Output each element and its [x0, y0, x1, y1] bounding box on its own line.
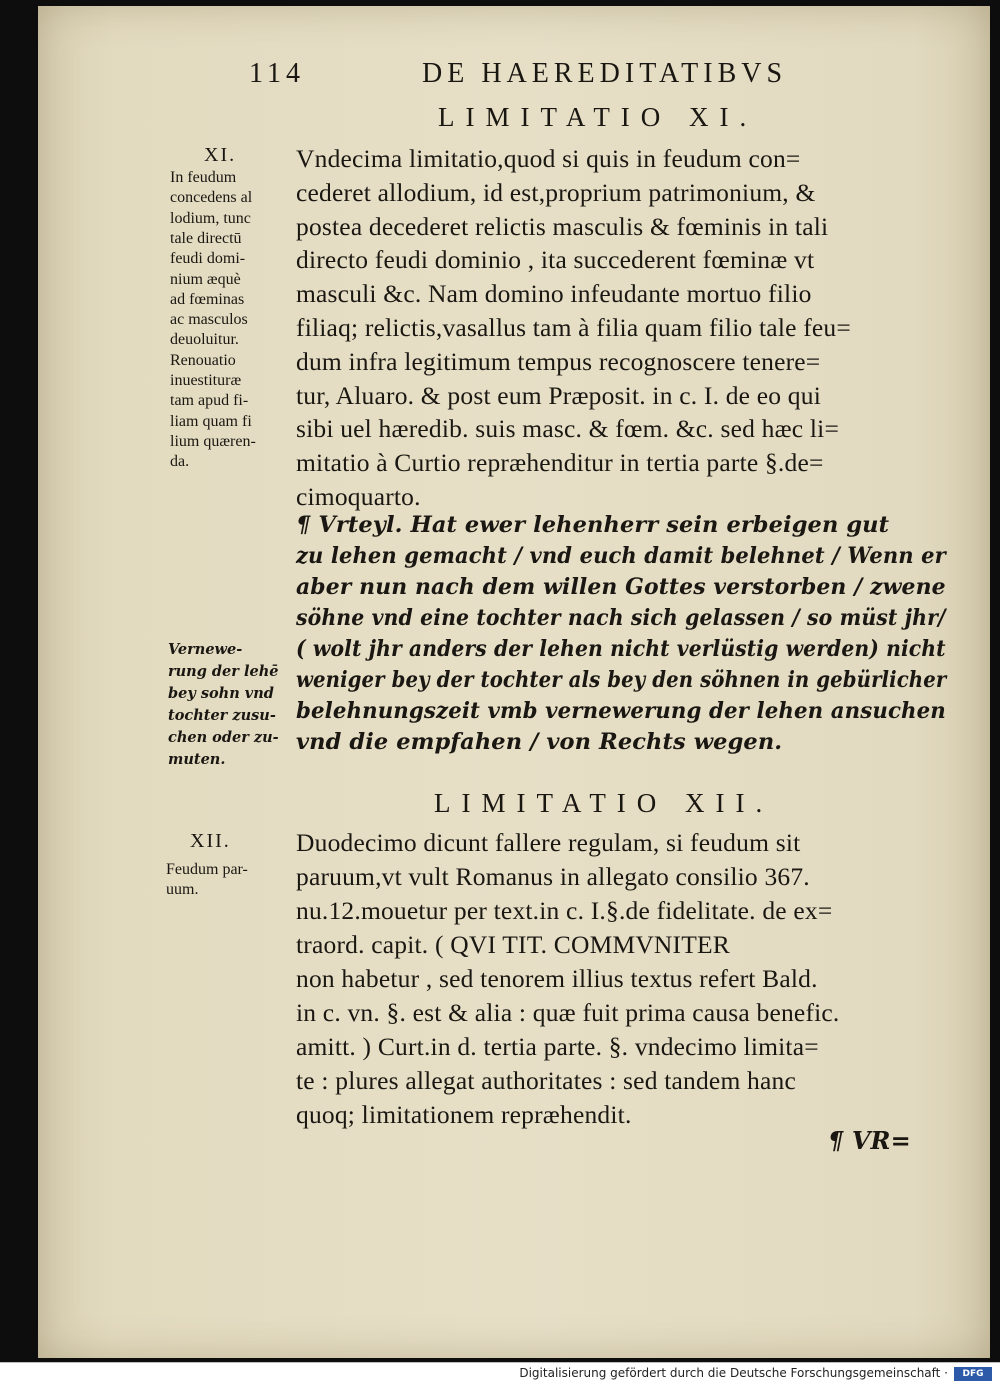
margin-line: muten. [168, 751, 226, 768]
margin-line: rung der lehē [168, 663, 279, 680]
margin-line: concedens al [170, 189, 253, 207]
text-line: nu.12.mouetur per text.in c. I.§.de fidelitate. de ex= [296, 896, 833, 925]
margin-line: liam quam fi [170, 412, 252, 430]
text-line: te : plures allegat authoritates : sed tandem hanc [296, 1066, 796, 1095]
text-line: Duodecimo dicunt fallere regulam, si feudum sit [296, 828, 801, 857]
text-line: tur, Aluaro. & post eum Præposit. in c. I. de eo qui [296, 380, 821, 410]
margin-line: lodium, tunc [170, 209, 251, 227]
margin-line: ac masculos [170, 311, 248, 329]
catchword: ¶ VR= [828, 1126, 911, 1155]
text-line: ¶ Vrteyl. Hat ewer lehenherr sein erbeigen gut [296, 512, 890, 538]
section-heading-xi: LIMITATIO XI. [438, 102, 758, 132]
text-line: mitatio à Curtio repræhenditur in tertia parte §.de= [296, 448, 824, 478]
margin-line: tale directū [170, 229, 242, 247]
margin-line: da. [170, 453, 190, 471]
text-line: traord. capit. ( QVI TIT. COMMVNITER [296, 930, 731, 959]
text-line: cederet allodium, id est,proprium patrimonium, & [296, 177, 816, 207]
page-number: 114 [249, 58, 305, 89]
text-line: non habetur , sed tenorem illius textus refert Bald. [296, 964, 818, 993]
text-line: masculi &c. Nam domino infeudante mortuo filio [296, 279, 812, 309]
text-line: postea decederet relictis masculis & fœminis in tali [296, 211, 829, 241]
margin-number-xi: XI. [204, 144, 237, 166]
margin-line: Feudum par- [166, 861, 248, 878]
text-line: quoq; limitationem repræhendit. [296, 1100, 632, 1129]
margin-line: inuestituræ [170, 372, 242, 389]
margin-number-xii: XII. [190, 830, 231, 852]
margin-line: tochter zusu- [168, 707, 276, 724]
margin-line: bey sohn vnd [168, 685, 274, 702]
text-line: söhne vnd eine tochter nach sich gelassen / so müst jhr/ [296, 605, 946, 631]
running-title: DE HAEREDITATIBVS [422, 58, 788, 89]
text-line: filiaq; relictis,vasallus tam à filia quam filio tale feu= [296, 313, 851, 342]
margin-line: feudi domi- [170, 250, 246, 268]
margin-line: Vernewe- [168, 641, 243, 658]
text-line: belehnungszeit vmb vernewerung der lehen ansuchen [296, 698, 946, 724]
text-line: directo feudi dominio , ita succederent fœminæ vt [296, 245, 815, 275]
footer-credit: Digitalisierung gefördert durch die Deutsche Forschungsgemeinschaft · [519, 1366, 948, 1380]
text-line: sibi uel hæredib. suis masc. & fœm. &c. sed hæc li= [296, 414, 840, 444]
margin-line: uum. [166, 881, 199, 898]
margin-line: In feudum [170, 169, 237, 186]
text-line: dum infra legitimum tempus recognoscere tenere= [296, 346, 821, 376]
footer-bar [0, 1362, 1000, 1385]
text-line: cimoquarto. [296, 482, 421, 511]
text-line: weniger bey der tochter als bey den söhnen in gebürlicher [296, 667, 947, 693]
text-line: Vndecima limitatio,quod si quis in feudum con= [296, 144, 801, 173]
margin-line: ad fœminas [170, 290, 245, 308]
dfg-logo-icon: DFG [954, 1367, 992, 1381]
text-line: amitt. ) Curt.in d. tertia parte. §. vndecimo limita= [296, 1032, 819, 1061]
text-line: paruum,vt vult Romanus in allegato consilio 367. [296, 862, 810, 891]
book-page [38, 6, 990, 1358]
margin-line: Renouatio [170, 351, 236, 369]
margin-line: deuoluitur. [170, 331, 239, 349]
margin-line: nium æquè [170, 270, 241, 288]
section-heading-xii: LIMITATIO XII. [434, 788, 774, 818]
text-line: zu lehen gemacht / vnd euch damit belehnet / Wenn er [296, 543, 946, 569]
text-line: in c. vn. §. est & alia : quæ fuit prima causa benefic. [296, 998, 840, 1027]
text-line: vnd die empfahen / von Rechts wegen. [296, 729, 783, 755]
text-line: aber nun nach dem willen Gottes verstorben / zwene [296, 574, 946, 600]
text-line: ( wolt jhr anders der lehen nicht verlüstig werden) nicht [296, 636, 946, 662]
margin-line: lium quæren- [170, 432, 256, 450]
margin-line: tam apud fi- [170, 392, 249, 410]
margin-line: chen oder zu- [168, 729, 279, 746]
